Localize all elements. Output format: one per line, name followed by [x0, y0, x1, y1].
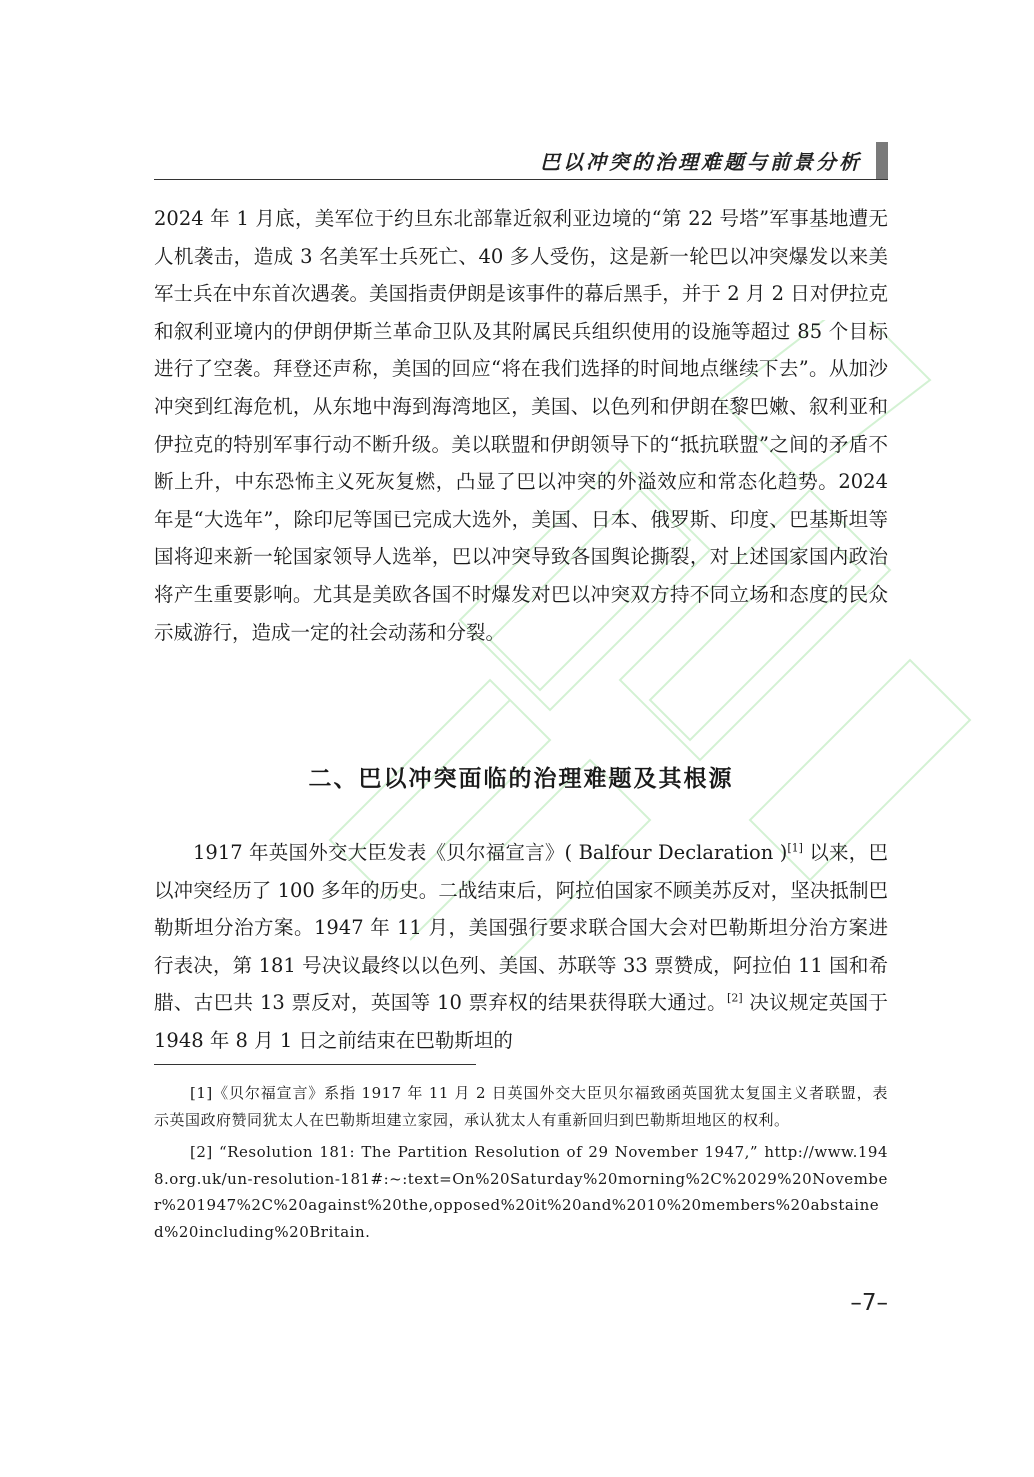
- footnotes: [154, 1080, 888, 1251]
- footnote-ref-1[interactable]: [1]: [787, 841, 803, 855]
- footnote-ref-2[interactable]: [2]: [727, 991, 743, 1005]
- running-title: 巴以冲突的治理难题与前景分析: [540, 150, 862, 174]
- page-number: –7–: [850, 1290, 888, 1316]
- body-paragraph-1: [154, 200, 888, 651]
- section-heading: 二、巴以冲突面临的治理难题及其根源: [308, 766, 734, 792]
- paragraph-text: [154, 834, 888, 1060]
- paragraph-text: 2024 年 1 月底，美军位于约旦东北部靠近叙利亚边境的“第 22 号塔”军事基地遭无人机袭击，造成 3 名美军士兵死亡、40 多人受伤，这是新一轮巴以冲突爆发以来美军士兵在中东首次遇袭。美国指责伊朗是该事件的幕后黑手，并于 2 月 2 日对伊拉克和叙利亚境内的伊朗伊斯兰革命卫队及其附属民兵组织使用的设施等超过 85 个目标进行了空袭。拜登还声称，美国的回应“将在我们选择的时间地点继续下去”。从加沙冲突到红海危机，从东地中海到海湾地区，美国、以色列和伊朗在黎巴嫩、叙利亚和伊拉克的特别军事行动不断升级。美以联盟和伊朗领导下的“抵抗联盟”之间的矛盾不断上升，中东恐怖主义死灰复燃，凸显了巴以冲突的外溢效应和常态化趋势。2024 年是“大选年”，除印尼等国已完成大选外，美国、日本、俄罗斯、印度、巴基斯坦等国将迎来新一轮国家领导人选举，巴以冲突导致各国舆论撕裂，对上述国家国内政治将产生重要影响。尤其是美欧各国不时爆发对巴以冲突双方持不同立场和态度的民众示威游行，造成一定的社会动荡和分裂。: [154, 207, 888, 644]
- paragraph-segment: 以来，巴以冲突经历了 100 多年的历史。二战结束后，阿拉伯国家不顾美苏反对，坚决抵制巴勒斯坦分治方案。1947 年 11 月，美国强行要求联合国大会对巴勒斯坦分治方案进行表决，第 181 号决议最终以以色列、美国、苏联等 33 票赞成，阿拉伯 11 国和希腊、古巴共 13 票反对，英国等 10 票弃权的结果获得联大通过。: [154, 841, 888, 1015]
- paragraph-segment: 1917 年英国外交大臣发表《贝尔福宣言》( Balfour Declaration ): [193, 841, 788, 864]
- running-header: [154, 142, 888, 180]
- footnote-2: [2] “Resolution 181: The Partition Resolution of 29 November 1947,” http://www.1948.org.uk/un-resolution-181#:~:text=On%20Saturday%20morning%2C%2029%20November%201947%2C%20against%20the,opposed%20it%20and%2010%20members%20abstained%20including%20Britain.: [154, 1143, 888, 1241]
- header-rule: [154, 179, 888, 181]
- footnote-1: [1]《贝尔福宣言》系指 1917 年 11 月 2 日英国外交大臣贝尔福致函英国犹太复国主义者联盟，表示英国政府赞同犹太人在巴勒斯坦建立家园，承认犹太人有重新回归到巴勒斯坦地区的权利。: [154, 1084, 888, 1129]
- body-paragraph-2: [154, 834, 888, 1060]
- paragraph-segment: 决议规定英国于 1948 年 8 月 1 日之前结束在巴勒斯坦的: [154, 991, 889, 1052]
- footnote-rule: [154, 1064, 476, 1065]
- header-side-bar: [876, 142, 888, 180]
